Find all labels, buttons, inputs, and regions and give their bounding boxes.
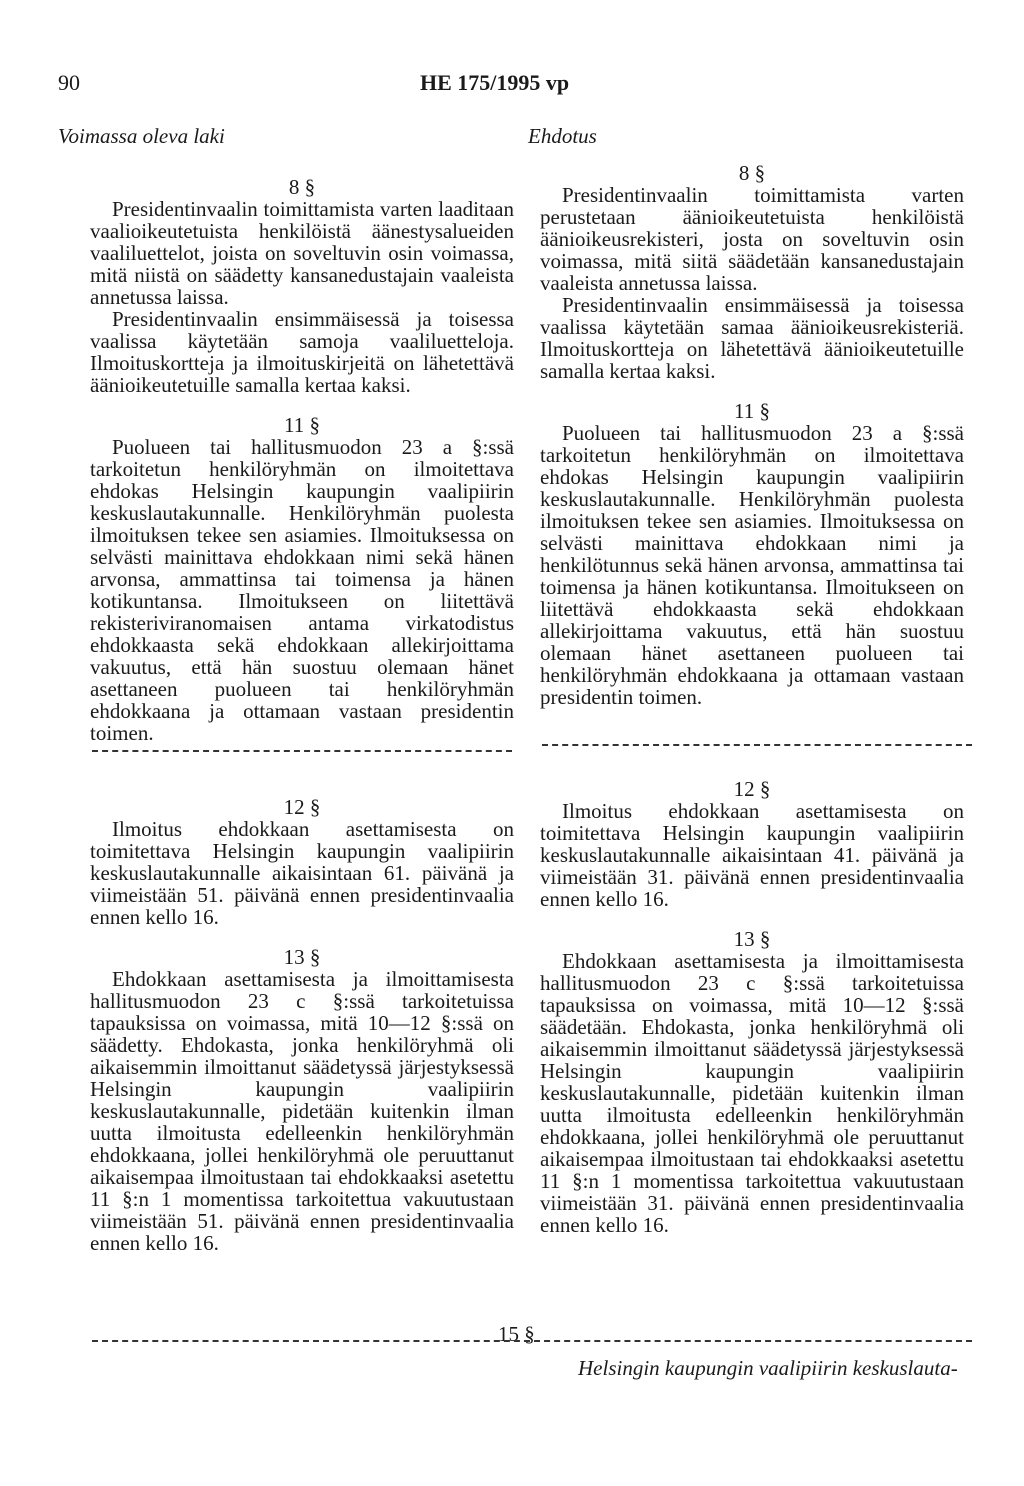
paragraph: Ilmoitus ehdokkaan asettamisesta on toimitettava Helsingin kaupungin vaalipiirin keskuslautakunnalle aikaisintaan 41. päivänä ja viimeistään 31. päivänä ennen presidentinvaalia ennen kello 16. [540,799,964,911]
paragraph: Ilmoitus ehdokkaan asettamisesta on toimitettava Helsingin kaupungin vaalipiirin keskuslautakunnalle aikaisintaan 61. päivänä ja viimeistään 51. päivänä ennen presidentinvaalia ennen kello 16. [90,817,514,929]
section-title: 11 § [734,399,770,423]
right-column-lower [540,778,964,1254]
left-column-lower [90,796,514,1272]
left-section-12 [90,796,514,928]
left-section-8 [90,176,514,396]
footer-section-text: Helsingin kaupungin vaalipiirin keskuslauta- [578,1356,958,1380]
right-section-8 [540,162,964,382]
paragraph: Presidentinvaalin toimittamista varten laaditaan vaalioikeutetuista henkilöistä äänestysalueiden vaaliluettelot, joista on soveltuvin osin voimassa, mitä niistä on säädetty kansanedustajain vaaleista annetussa laissa. [90,197,514,309]
footer-section-title: 15 § [498,1322,535,1346]
document-id: HE 175/1995 vp [420,70,570,95]
paragraph: Presidentinvaalin toimittamista varten perustetaan äänioikeutetuista henkilöistä äänioikeusrekisteri, josta on soveltuvin osin voimassa, mitä siitä säädetään kansanedustajain vaaleista annetussa laissa. [540,183,964,295]
omission-dashes-footer [92,1340,972,1342]
paragraph: Puolueen tai hallitusmuodon 23 a §:ssä tarkoitetun henkilöryhmän on ilmoitettava ehdokas Helsingin kaupungin vaalipiirin keskuslautakunnalle. Henkilöryhmän puolesta ilmoituksen tekee sen asiamies. Ilmoituksessa on selvästi mainittava ehdokkaan nimi sekä hänen arvonsa, ammattinsa tai toimensa ja hänen kotikuntansa. Ilmoitukseen on liitettävä rekisteriviranomaisen antama virkatodistus ehdokkaasta sekä ehdokkaan allekirjoittama vakuutus, että hän suostuu olemaan hänet asettaneen puolueen tai henkilöryhmän ehdokkaana ja ottamaan vastaan presidentin toimen. [90,435,514,745]
right-section-13 [540,928,964,1236]
right-section-12 [540,778,964,910]
paragraph: Ehdokkaan asettamisesta ja ilmoittamisesta hallitusmuodon 23 c §:ssä tarkoitetuissa tapauksissa on voimassa, mitä 10—12 §:ssä säädetään. Ehdokasta, jonka henkilöryhmä oli aikaisemmin ilmoittanut säädetyssä järjestyksessä Helsingin kaupungin vaalipiirin keskuslautakunnalle, pidetään kuitenkin ilman uutta ilmoitusta edelleenkin henkilöryhmän ehdokkaana, jollei henkilöryhmä ole peruuttanut aikaisempaa ilmoitustaan tai ehdokkaaksi asetettu 11 §:n 1 momentissa tarkoitettua vakuutustaan viimeistään 31. päivänä ennen presidentinvaalia ennen kello 16. [540,949,964,1237]
section-title: 12 § [283,795,321,819]
paragraph: Presidentinvaalin ensimmäisessä ja toisessa vaalissa käytetään samaa äänioikeusrekisteriä. Ilmoituskortteja on lähetettävä äänioikeutetuille samalla kertaa kaksi. [540,293,964,383]
section-title: 11 § [284,413,320,437]
section-title: 13 § [733,927,771,951]
page-number: 90 [58,70,80,95]
section-title: 8 § [288,175,316,199]
paragraph: Presidentinvaalin ensimmäisessä ja toisessa vaalissa käytetään samoja vaaliluetteloja. Ilmoituskortteja ja ilmoituskirjeitä on lähetettävä äänioikeutetuille samalla kertaa kaksi. [90,307,514,397]
paragraph: Puolueen tai hallitusmuodon 23 a §:ssä tarkoitetun henkilöryhmän on ilmoitettava ehdokas Helsingin kaupungin vaalipiirin keskuslautakunnalle. Henkilöryhmän puolesta ilmoituksen tekee sen asiamies. Ilmoituksessa on selvästi mainittava ehdokkaan nimi ja henkilötunnus sekä hänen arvonsa, ammattinsa tai toimensa ja hänen kotikuntansa. Ilmoitukseen on liitettävä ehdokkaasta sekä ehdokkaan allekirjoittama vakuutus, että hän suostuu olemaan hänet asettaneen puolueen tai henkilöryhmän ehdokkaana ja ottamaan vastaan presidentin toimen. [540,421,964,709]
paragraph: Ehdokkaan asettamisesta ja ilmoittamisesta hallitusmuodon 23 c §:ssä tarkoitetuissa tapauksissa on voimassa, mitä 10—12 §:ssä on säädetty. Ehdokasta, jonka henkilöryhmä oli aikaisemmin ilmoittanut säädetyssä järjestyksessä Helsingin kaupungin vaalipiirin keskuslautakunnalle, pidetään kuitenkin ilman uutta ilmoitusta edelleenkin henkilöryhmän ehdokkaana, jollei henkilöryhmä ole peruuttanut aikaisempaa ilmoitustaan tai ehdokkaaksi asetettu 11 §:n 1 momentissa tarkoitettua vakuutustaan viimeistään 51. päivänä ennen presidentinvaalia ennen kello 16. [90,967,514,1255]
right-column-heading: Ehdotus [528,124,597,148]
right-column-upper [540,162,964,726]
section-title: 12 § [733,777,771,801]
left-column-heading: Voimassa oleva laki [58,124,225,148]
omission-dashes-left [92,750,512,752]
section-title: 13 § [283,945,321,969]
right-section-11 [540,400,964,708]
omission-dashes-right [542,744,972,746]
left-column-upper [90,176,514,762]
left-section-13 [90,946,514,1254]
left-section-11 [90,414,514,744]
section-title: 8 § [738,161,766,185]
